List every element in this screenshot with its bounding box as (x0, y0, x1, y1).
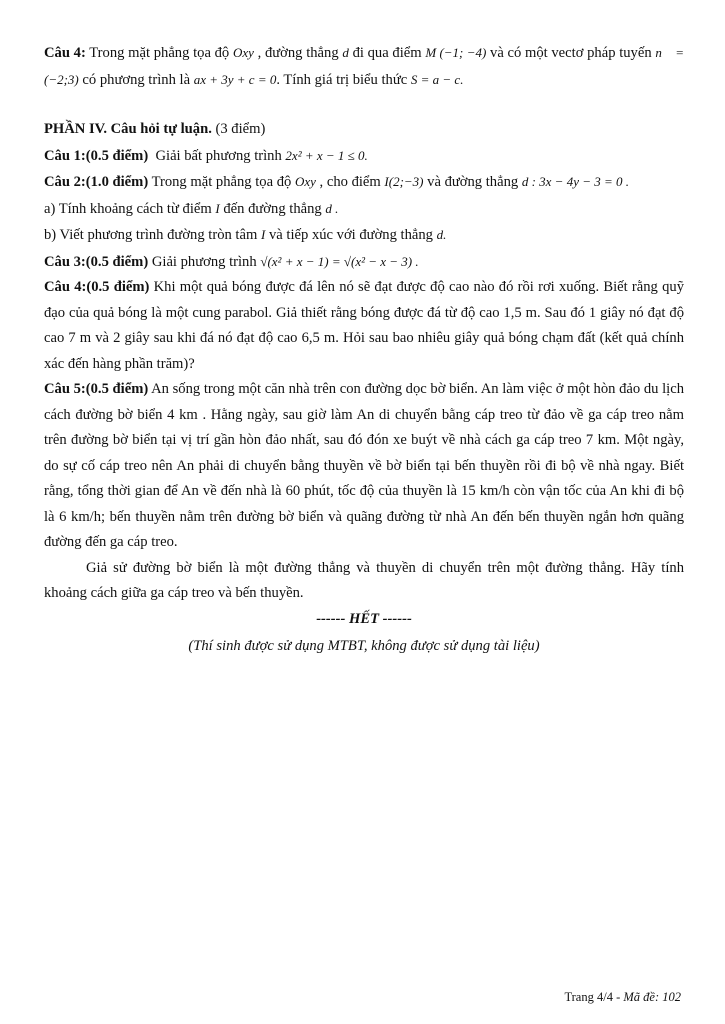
question-label: Câu 4: (44, 45, 86, 61)
question-5: Câu 5:(0.5 điểm) An sống trong một căn nhà trên con đường dọc bờ biển. An làm việc ở một hòn đảo du lịch cách đường bờ biển 4 km . Hằng ngày, sau giờ làm An di chuyển bằng cáp treo từ đảo về ga cáp treo nằm trên đường bờ biển tại vị trí gần hòn đảo nhất, sau đó đón xe buýt về nhà cách ga cáp treo 7 km. Một ngày, do sự cố cáp treo nên An phải di chuyển bằng thuyền về bờ biển tại bến thuyền rồi đi bộ về nhà ngay. Biết rằng, tổng thời gian để An về đến nhà là 60 phút, tốc độ của thuyền là 15 km/h còn vận tốc của An khi đi bộ là 6 km/h; bến thuyền nằm trên đường bờ biển và quãng đường từ nhà An đến bến thuyền ngắn hơn quãng đường đến ga cáp treo. (44, 381, 684, 550)
question-4-part3: Câu 4: Trong mặt phẳng tọa độ Oxy , đường thẳng d đi qua điểm M (−1; −4) và có một vectơ pháp tuyến n⃗ = (−2;3) có phương trình là ax + 3y + c = 0. Tính giá trị biểu thức S = a − c. (44, 45, 685, 88)
question-5-continued: Giả sử đường bờ biển là một đường thẳng và thuyền di chuyển trên một đường thẳng. Hãy tính khoảng cách giữa ga cáp treo và bến thuyền. (44, 559, 684, 601)
question-2a: a) Tính khoảng cách từ điểm I đến đường thẳng d . (44, 200, 339, 217)
end-note: (Thí sinh được sử dụng MTBT, không được sử dụng tài liệu) (188, 638, 540, 654)
question-1: Câu 1:(0.5 điểm) Giải bất phương trình 2x² + x − 1 ≤ 0. (44, 147, 368, 164)
question-2b: b) Viết phương trình đường tròn tâm I và tiếp xúc với đường thẳng d. (44, 227, 447, 243)
end-mark: ------ HẾT ------ (316, 610, 412, 627)
exam-page (44, 40, 684, 660)
page-footer: Trang 4/4 - Mã đề: 102 (564, 990, 681, 1004)
part4-heading: PHẦN IV. Câu hỏi tự luận. (3 điểm) (44, 121, 266, 137)
question-3: Câu 3:(0.5 điểm) Giải phương trình √(x² + x − 1) = √(x² − x − 3) . (44, 253, 419, 270)
question-2: Câu 2:(1.0 điểm) Trong mặt phẳng tọa độ Oxy , cho điểm I(2;−3) và đường thẳng d : 3x − 4y − 3 = 0 . (44, 174, 630, 190)
question-4: Câu 4:(0.5 điểm) Khi một quả bóng được đá lên nó sẽ đạt được độ cao nào đó rồi rơi xuống. Biết rằng quỹ đạo của quả bóng là một cung parabol. Giả thiết rằng bóng được đá từ độ cao 1,5 m. Sau đó 1 giây nó đạt độ cao 7 m và 2 giây sau khi đá nó đạt độ cao 6,5 m. Hỏi sau bao nhiêu giây quả bóng chạm đất (kết quả chính xác đến hàng phần trăm)? (44, 279, 684, 372)
